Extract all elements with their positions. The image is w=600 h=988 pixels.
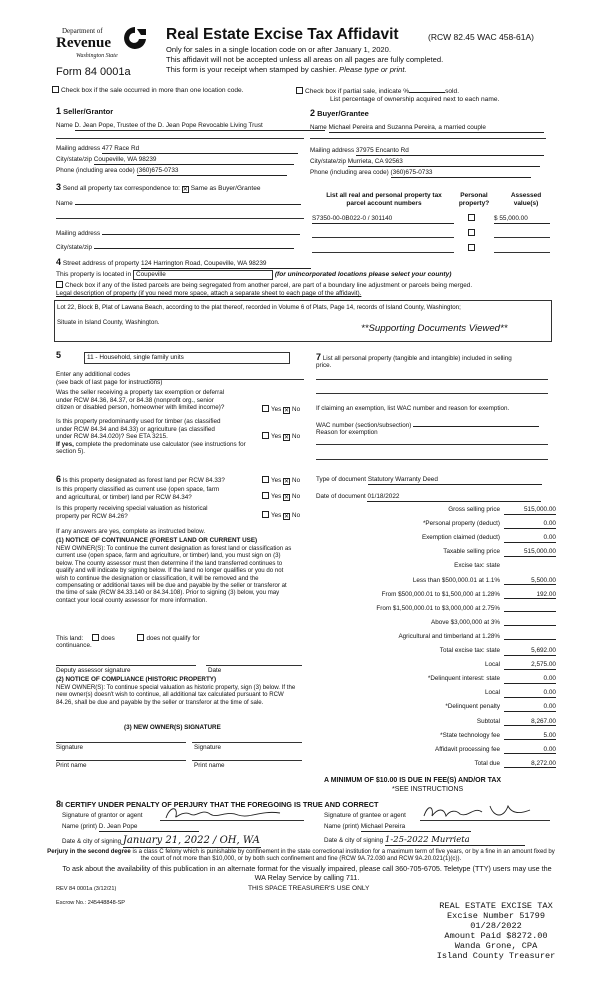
- tax-row-label: Agricultural and timberland at 1.28%: [398, 632, 500, 640]
- personal-property-line-1: [316, 379, 548, 380]
- tax-row-label: *Personal property (deduct): [422, 520, 500, 528]
- does-not-qualify-checkbox[interactable]: [137, 634, 144, 641]
- same-as-buyer-checkbox[interactable]: [182, 186, 189, 193]
- q5-timber-line-2: under RCW 84.34 and 84.33) or agriculture (as classified: [56, 425, 215, 433]
- perjury-bold: Perjury in the second degree: [47, 848, 131, 855]
- parcel-col-header-1: List all real and personal property tax: [326, 192, 442, 199]
- parcel-row-3-line: [312, 252, 454, 253]
- personal-col-header: [454, 192, 494, 208]
- q5-timber-yes-label: Yes: [271, 433, 282, 440]
- form-number: Form 84 0001a: [56, 66, 131, 78]
- land-use-code-select[interactable]: 11 - Household, single family units: [84, 352, 290, 364]
- seller-mailing-field[interactable]: 477 Race Rd: [102, 145, 298, 154]
- q6-current-use-answer: [262, 492, 300, 501]
- corr-mailing-row: [56, 228, 300, 238]
- street-row: [56, 257, 311, 269]
- grantor-sig-label: Signature of grantor or agent: [62, 812, 143, 819]
- q6-historic-no-checkbox[interactable]: [283, 513, 290, 520]
- tax-row-value[interactable]: 515,000.00: [504, 548, 556, 557]
- buyer-phone-label: Phone (including area code): [310, 169, 389, 176]
- seller-heading-label: Seller/Grantor: [63, 107, 114, 116]
- q5-timber-yes-checkbox[interactable]: [262, 432, 269, 439]
- owner-print-label-2: Print name: [194, 762, 225, 769]
- buyer-name-row: [310, 124, 544, 133]
- deputy-sig-line: [56, 665, 196, 666]
- grantor-name-label: Name (print): [62, 823, 97, 830]
- buyer-name-label: Name: [310, 124, 327, 131]
- reason-line-1: [316, 444, 548, 445]
- q6-current-use-line-2: and agricultural, or timber) land per RCW 84.34?: [56, 493, 192, 501]
- q6-historic-line-2: property per RCW 84.26?: [56, 512, 128, 520]
- grantor-name-field[interactable]: D. Jean Pope: [99, 823, 199, 832]
- multi-location-row: [52, 86, 244, 95]
- seller-blank-line: [56, 138, 304, 139]
- grantor-date-row: [62, 835, 261, 848]
- q5-timber: [56, 418, 246, 456]
- tax-row-label: *Delinquent interest: state: [427, 675, 500, 683]
- legal-line-1: Lot 22, Block B, Plat of Lawana Beach, according to the plat thereof, recorded in Volume 6 of Plats, Page 14, records of Island County, Washington;: [57, 304, 461, 311]
- assessed-col-header-2: value(s): [513, 199, 539, 207]
- q6-historic-yes-label: Yes: [271, 512, 282, 519]
- deputy-date-line: [206, 665, 302, 666]
- buyer-city-row: [310, 158, 540, 167]
- located-label: This property is located in: [56, 271, 132, 278]
- parcel-assessed-field[interactable]: $ 55,000.00: [494, 215, 550, 224]
- exemption-note: If claiming an exemption, list WAC number and reason for exemption.: [316, 405, 510, 412]
- grantee-sig-label: Signature of grantee or agent: [324, 812, 406, 819]
- grantor-date-field[interactable]: January 21, 2022 / OH, WA: [122, 835, 260, 846]
- segregated-checkbox[interactable]: [56, 281, 63, 288]
- owner-sig-line-2: [192, 742, 302, 743]
- q5-exemption-yes-label: Yes: [271, 406, 282, 413]
- owner-print-line-1: [56, 760, 186, 761]
- street-field[interactable]: 124 Harrington Road, Coupeville, WA 98239: [141, 260, 311, 269]
- tax-row-label: Less than $500,000.01 at 1.1%: [412, 576, 500, 584]
- personal-col-header-1: Personal: [460, 192, 488, 199]
- grantee-name-row: [324, 823, 471, 832]
- assessed-col-header: [504, 192, 548, 208]
- perjury-note: [44, 848, 558, 863]
- continuance-heading: (1) NOTICE OF CONTINUANCE (FOREST LAND OR CURRENT USE): [56, 537, 258, 544]
- seller-city-field[interactable]: Coupeville, WA 98239: [94, 156, 294, 165]
- q6-current-use-yes-checkbox[interactable]: [262, 492, 269, 499]
- q6-historic-no-label: No: [292, 512, 301, 519]
- q6-current-use-no-label: No: [292, 493, 301, 500]
- form-title: Real Estate Excise Tax Affidavit: [166, 26, 399, 43]
- continuance-text: NEW OWNER(S): To continue the current designation as forest land or classification as current use (open space, farm and agriculture, or timber) land, you must sign on (3) below. The county assessor must then determine if the land transferred continues to qualify and will indicate by signing below. If the land no longer qualifies or you do not wish to continue the designation or classification, it will be removed and the compensating or additional taxes will be due and payable by the seller or transferor at the time of sale (RCW 84.33.140 or 84.34.108). Prior to signing (3) below, you may contact your local county assessor for more information.: [56, 545, 292, 604]
- tax-row-value[interactable]: 192.00: [504, 591, 556, 600]
- partial-sale-label: Check box if partial sale, indicate %: [305, 88, 410, 95]
- any-yes-note: If any answers are yes, complete as instructed below.: [56, 528, 206, 535]
- owner-sig-line-1: [56, 742, 186, 743]
- buyer-heading: [310, 108, 369, 119]
- tax-row-label: Local: [484, 689, 500, 697]
- doc-type-field[interactable]: Statutory Warranty Deed: [368, 476, 542, 485]
- parcel-personal-checkbox-3[interactable]: [468, 244, 477, 253]
- partial-sale-row: [296, 86, 459, 96]
- doc-type-row: [316, 476, 542, 485]
- certify-num: 8: [56, 799, 62, 809]
- q6-current-use-line-1: Is this property classified as current use (open space, farm: [56, 486, 220, 493]
- wac-field[interactable]: [413, 420, 539, 427]
- buyer-mailing-row: [310, 147, 544, 156]
- tax-row-label: Total excise tax: state: [439, 647, 500, 654]
- q5-exemption: [56, 389, 224, 412]
- alt-format-note: To ask about the availability of this publication in an alternate format for the visually impaired, please call 360-705-6705. Teletype (TTY) users may use the WA Relay Service by calling 711.: [62, 864, 552, 882]
- property-num: 4: [56, 257, 62, 267]
- parcel-personal-checkbox-1[interactable]: [468, 214, 477, 223]
- personal-property-line-2: [316, 393, 548, 394]
- grantor-name-row: [62, 823, 199, 832]
- doc-type-label: Type of document: [316, 476, 367, 483]
- grantor-date-label: Date & city of signing: [62, 838, 122, 845]
- this-land-label: This land:: [56, 635, 84, 642]
- q5-exemption-line-3: citizen or disabled person, homeowner with limited income)?: [56, 404, 225, 412]
- tax-row-value[interactable]: [504, 605, 556, 612]
- q6-historic-yes-checkbox[interactable]: [262, 511, 269, 518]
- section5-num: 5: [56, 350, 62, 360]
- tax-row-label: Affidavit processing fee: [435, 745, 500, 753]
- q6-forest-answer: [262, 476, 300, 485]
- tax-row-label: *Delinquent penalty: [445, 703, 500, 711]
- stamp-line-3: 01/28/2022: [470, 921, 522, 931]
- q6-historic-answer: [262, 511, 300, 520]
- header-line-3b: Please type or print.: [339, 65, 407, 74]
- tax-row-value[interactable]: 0.00: [504, 703, 556, 712]
- continuance-label: continuance.: [56, 642, 92, 649]
- header-line-3a: This form is your receipt when stamped by cashier.: [166, 65, 340, 74]
- tax-row-label: From $500,000.01 to $1,500,000 at 1.28%: [381, 590, 500, 598]
- buyer-blank-line: [310, 138, 546, 139]
- see-instructions-note: *SEE INSTRUCTIONS: [392, 786, 464, 793]
- tax-row-value[interactable]: 515,000.00: [504, 506, 556, 515]
- seller-phone-row: [56, 167, 287, 176]
- washington-state-label: Washington State: [76, 53, 118, 59]
- q5-timber-no-checkbox[interactable]: [283, 434, 290, 441]
- buyer-phone-row: [310, 169, 531, 178]
- assessed-col-header-1: Assessed: [510, 192, 542, 199]
- compliance-heading: (2) NOTICE OF COMPLIANCE (HISTORIC PROPERTY): [56, 676, 217, 683]
- correspondence-num: 3: [56, 182, 62, 192]
- additional-codes-line: [150, 379, 304, 380]
- tax-row-value[interactable]: 0.00: [504, 746, 556, 755]
- q6-forest-no-label: No: [292, 477, 301, 484]
- form-rcw: (RCW 82.45 WAC 458-61A): [428, 32, 534, 42]
- personal-col-header-2: property?: [458, 199, 490, 207]
- parcel-assessed-3-line: [494, 252, 550, 253]
- corr-city-row: [56, 242, 294, 252]
- treasurer-stamp: [426, 901, 566, 961]
- buyer-city-field[interactable]: Murrieta, CA 92563: [348, 158, 540, 167]
- partial-sale-checkbox[interactable]: [296, 87, 303, 94]
- buyer-city-label: City/state/zip: [310, 158, 347, 165]
- department-of-label: Department of: [62, 27, 103, 35]
- seller-mailing-label: Mailing address: [56, 145, 101, 152]
- segregated-row: [56, 281, 472, 290]
- stamp-line-2: Excise Number 51799: [447, 911, 545, 921]
- q6-forest-yes-label: Yes: [271, 477, 282, 484]
- multi-location-checkbox[interactable]: [52, 86, 59, 93]
- q5-timber-no-label: No: [292, 433, 301, 440]
- tax-row-value[interactable]: 5.00: [504, 732, 556, 741]
- seller-phone-field[interactable]: (360)675-0733: [137, 167, 287, 176]
- owner-sig-label-2: Signature: [194, 744, 221, 751]
- buyer-heading-num: 2: [310, 108, 316, 118]
- seller-heading-num: 1: [56, 106, 62, 116]
- tax-row-value[interactable]: 2,575.00: [504, 661, 556, 670]
- grantee-name-field[interactable]: Michael Pereira: [361, 823, 471, 832]
- q5-exemption-no-checkbox[interactable]: [283, 407, 290, 414]
- parcel-col-header: [314, 192, 454, 208]
- correspondence-label: Send all property tax correspondence to:: [62, 185, 180, 192]
- corr-city-field[interactable]: [94, 242, 294, 249]
- located-row: [56, 270, 451, 280]
- corr-mailing-field[interactable]: [102, 228, 300, 235]
- q6-current-use-no-checkbox[interactable]: [283, 494, 290, 501]
- section7-text-a: List all personal property (tangible and intangible) included in selling: [322, 355, 512, 362]
- seller-mailing-row: [56, 145, 298, 154]
- q5-exemption-answer: [262, 405, 300, 414]
- reason-line-2: [316, 459, 548, 460]
- tax-row-value[interactable]: 5,692.00: [504, 647, 556, 656]
- corr-mailing-label: Mailing address: [56, 230, 101, 237]
- tax-row-label: Exemption claimed (deduct): [421, 534, 500, 542]
- escrow-number: Escrow No.: 245448848-SP: [56, 900, 126, 906]
- additional-codes-label-a: Enter any additional codes: [56, 371, 131, 378]
- q5-timber-answer: [262, 432, 300, 441]
- rev-number: REV 84 0001a (3/12/21): [56, 886, 117, 892]
- stamp-line-1: REAL ESTATE EXCISE TAX: [439, 901, 553, 911]
- q6-forest: [56, 474, 225, 485]
- q6-current-use-yes-label: Yes: [271, 493, 282, 500]
- list-pct-note: List percentage of ownership acquired next to each name.: [330, 96, 500, 103]
- tax-row-value[interactable]: [504, 633, 556, 640]
- q5-exemption-line-2: under RCW 84.36, 84.37, or 84.38 (nonprofit org., senior: [56, 396, 214, 404]
- section7-personal: [316, 352, 512, 363]
- parcel-personal-checkbox-2[interactable]: [468, 229, 477, 238]
- header-line-1: Only for sales in a single location code on or after January 1, 2020.: [166, 45, 391, 54]
- stamp-line-5: Wanda Grone, CPA: [454, 941, 538, 951]
- tax-row-label: Subtotal: [476, 717, 500, 725]
- tax-row-value[interactable]: 8,272.00: [504, 760, 556, 769]
- tax-row-label: Above $3,000,000 at 3%: [431, 618, 500, 626]
- doc-date-row: [316, 493, 541, 502]
- section6-num: 6: [56, 474, 62, 484]
- deputy-sig-label: Deputy assessor signature: [56, 667, 131, 674]
- dor-logo: [56, 25, 152, 69]
- doc-date-label: Date of document: [316, 493, 366, 500]
- tax-row-label: Local: [484, 661, 500, 669]
- corr-name-row: [56, 198, 301, 208]
- additional-codes-label-b: (see back of last page for instructions): [56, 378, 163, 386]
- q5-if-yes-line-2: section 5).: [56, 448, 86, 456]
- q6-forest-yes-checkbox[interactable]: [262, 476, 269, 483]
- minimum-fee-note: A MINIMUM OF $10.00 IS DUE IN FEE(S) AND/OR TAX: [324, 777, 502, 784]
- does-qualify-label: does: [101, 635, 115, 642]
- street-label: Street address of property: [62, 260, 140, 267]
- correspondence-heading: [56, 182, 260, 193]
- section7-num: 7: [316, 352, 322, 362]
- corr-blank-line: [56, 218, 304, 219]
- section7-text-b: price.: [316, 362, 332, 369]
- seller-name-label: Name: [56, 122, 73, 129]
- same-as-buyer-label: Same as Buyer/Grantee: [190, 185, 261, 192]
- grantee-date-field[interactable]: 1-25-2022 Murrieta: [385, 835, 525, 846]
- revenue-swoosh-icon: [122, 25, 148, 51]
- segregated-label: Check box if any of the listed parcels are being segregated from another parcel, are part of a boundary line adjustment or parcels being merged.: [65, 282, 473, 289]
- certify-heading-label: I CERTIFY UNDER PENALTY OF PERJURY THAT THE FOREGOING IS TRUE AND CORRECT: [61, 800, 379, 809]
- multi-location-label: Check box if the sale occurred in more than one location code.: [61, 87, 244, 94]
- tax-row-value[interactable]: 0.00: [504, 675, 556, 684]
- q5-timber-line-1: Is this property predominantly used for timber (as classified: [56, 418, 221, 425]
- q6-forest-no-checkbox[interactable]: [283, 478, 290, 485]
- buyer-phone-field[interactable]: (360)675-0733: [391, 169, 531, 178]
- seller-city-label: City/state/zip: [56, 156, 93, 163]
- partial-sale-sold-label: sold.: [445, 88, 460, 95]
- seller-city-row: [56, 156, 294, 165]
- header-line-2: This affidavit will not be accepted unless all areas on all pages are fully completed.: [166, 55, 444, 64]
- q5-timber-line-3: under RCW 84.34.020)? See ETA 3215.: [56, 433, 168, 441]
- parcel-col-header-2: parcel account numbers: [346, 199, 422, 207]
- owner-print-label-1: Print name: [56, 762, 87, 769]
- q6-forest-label: Is this property designated as forest land per RCW 84.33?: [62, 477, 225, 484]
- grantee-name-label: Name (print): [324, 823, 359, 830]
- q5-if-yes-bold: If yes,: [56, 440, 74, 448]
- tax-row-label: Total due: [474, 759, 500, 767]
- corr-name-field[interactable]: [75, 198, 301, 205]
- header-line-3: [166, 65, 407, 74]
- tax-row-value[interactable]: 0.00: [504, 534, 556, 543]
- tax-row-value[interactable]: [504, 619, 556, 626]
- does-not-qualify-label: does not qualify for: [146, 635, 200, 642]
- buyer-name-field[interactable]: Michael Pereira and Suzanna Pereira, a married couple: [329, 124, 544, 133]
- legal-label: Legal description of property (if you need more space, attach a separate sheet to each page of the affidavit).: [56, 290, 362, 297]
- seller-phone-label: Phone (including area code): [56, 167, 135, 174]
- does-qualify-checkbox[interactable]: [92, 634, 99, 641]
- seller-name-row: [56, 122, 325, 131]
- perjury-text: is a class C felony which is punishable by confinement in the state correctional institution for a maximum term of five years, or by a fine in an amount fixed by the court of not more than $10,000, or by both such confinement and fine (RCW 9A.72.030 and RCW 9A.20.021(1)(c)).: [130, 848, 555, 863]
- tax-row-label: From $1,500,000.01 to $3,000,000 at 2.75%: [376, 604, 500, 612]
- supporting-docs-note: **Supporting Documents Viewed**: [361, 323, 508, 334]
- buyer-heading-label: Buyer/Grantee: [317, 109, 369, 118]
- compliance-text: NEW OWNER(S): To continue special valuation as historic property, sign (3) below. If the new owner(s) doesn't wish to continue, all additional tax calculated pursuant to RCW 84.26, shall be due and payable by the seller or transferor at the time of sale.: [56, 684, 296, 706]
- q5-if-yes: [56, 441, 246, 449]
- tax-row-value[interactable]: 8,267.00: [504, 718, 556, 727]
- q6-historic-line-1: Is this property receiving special valuation as historical: [56, 505, 208, 512]
- parcel-row-2-line: [312, 237, 454, 238]
- wac-label: WAC number (section/subsection): [316, 422, 412, 429]
- deputy-date-label: Date: [208, 667, 222, 674]
- tax-row-value[interactable]: 0.00: [504, 520, 556, 529]
- legal-description-box[interactable]: [54, 300, 552, 342]
- parcel-number-field[interactable]: S7350-00-0B022-0 / 301140: [312, 215, 454, 224]
- tax-row-label: Excise tax: state: [454, 562, 500, 570]
- partial-pct-field[interactable]: [409, 86, 445, 93]
- q5-exemption-line-1: Was the seller receiving a property tax exemption or deferral: [56, 389, 225, 396]
- located-note: (for unincorporated locations please select your county): [274, 271, 452, 278]
- q5-exemption-yes-checkbox[interactable]: [262, 405, 269, 412]
- doc-date-field[interactable]: 01/18/2022: [367, 493, 541, 502]
- buyer-mailing-field[interactable]: 37975 Encanto Rd: [356, 147, 544, 156]
- owner-sig-label-1: Signature: [56, 744, 83, 751]
- located-select[interactable]: Coupeville: [133, 270, 273, 280]
- q6-historic: [56, 505, 208, 520]
- stamp-line-6: Island County Treasurer: [436, 951, 556, 961]
- stamp-line-4: Amount Paid $8272.00: [444, 931, 548, 941]
- grantee-signature: [420, 802, 550, 822]
- tax-row-value[interactable]: 5,500.00: [504, 577, 556, 586]
- owner-print-line-2: [192, 760, 302, 761]
- tax-row-label: Gross selling price: [448, 506, 500, 513]
- seller-name-field[interactable]: D. Jean Pope, Trustee of the D. Jean Pope Revocable Living Trust: [75, 122, 325, 131]
- q6-current-use: [56, 486, 219, 501]
- buyer-mailing-label: Mailing address: [310, 147, 355, 154]
- parcel-assessed-2-line: [494, 237, 550, 238]
- tax-row-label: Taxable selling price: [443, 548, 500, 556]
- grantor-signature: [160, 804, 300, 822]
- revenue-label: Revenue: [56, 35, 111, 51]
- reason-label: Reason for exemption: [316, 429, 378, 436]
- q5-exemption-no-label: No: [292, 406, 301, 413]
- tax-row-label: *State technology fee: [440, 731, 500, 739]
- corr-city-label: City/state/zip: [56, 244, 93, 251]
- q5-if-yes-text: complete the predominate use calculator (see instructions for: [73, 440, 246, 448]
- grantee-date-label: Date & city of signing: [324, 837, 384, 844]
- seller-heading: [56, 106, 113, 117]
- tax-row-value[interactable]: 0.00: [504, 689, 556, 698]
- owner-sig-heading: (3) NEW OWNER(S) SIGNATURE: [124, 724, 221, 731]
- corr-name-label: Name: [56, 200, 73, 207]
- grantee-date-row: [324, 835, 525, 846]
- treasurer-use-label: THIS SPACE TREASURER'S USE ONLY: [248, 885, 370, 892]
- legal-line-2: Situate in Island County, Washington.: [57, 319, 160, 326]
